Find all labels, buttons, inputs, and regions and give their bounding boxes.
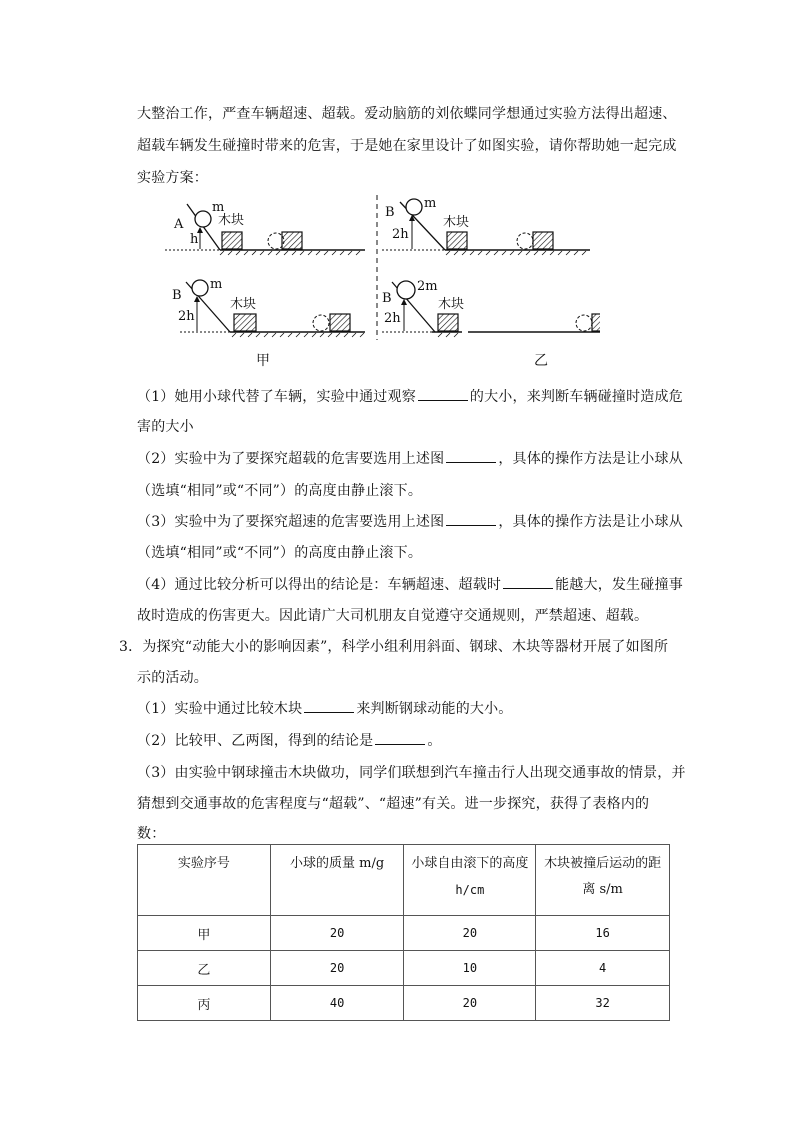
intro-line-3: 实验方案： [137, 170, 208, 186]
experiment-figure [160, 190, 600, 375]
data-table [137, 844, 670, 1021]
table-row: 丙 40 20 32 [138, 986, 670, 1021]
ball-icon [406, 199, 422, 215]
q2-part3-cont: （选填“相同”或“不同”）的高度由静止滚下。 [137, 545, 423, 561]
wood-block [222, 232, 242, 249]
label-point: B [385, 205, 395, 220]
answer-blank[interactable] [446, 511, 496, 526]
panel-top-right [382, 196, 590, 255]
q3-part1: （1）实验中通过比较木块 来判断钢球动能的大小。 [137, 698, 513, 718]
wood-block-moved [533, 232, 553, 249]
answer-blank[interactable] [503, 574, 553, 589]
q3-stem-cont: 示的活动。 [137, 670, 208, 686]
answer-blank[interactable] [446, 448, 496, 463]
answer-blank[interactable] [304, 698, 354, 713]
q2-part4-cont: 故时造成的伤害更大。因此请广大司机朋友自觉遵守交通规则，严禁超速、超载。 [137, 608, 649, 624]
label-mass: m [210, 277, 223, 292]
intro-line-1: 大整治工作，严查车辆超速、超载。爱动脑筋的刘依蝶同学想通过实验方法得出超速、 [137, 106, 677, 122]
label-height: 2h [392, 227, 409, 242]
label-block: 木块 [438, 297, 465, 312]
panel-bottom-right [382, 279, 600, 337]
label-block: 木块 [230, 297, 257, 312]
q2-part4: （4）通过比较分析可以得出的结论是：车辆超速、超载时 能越大，发生碰撞事 [137, 574, 683, 594]
wood-block [447, 232, 467, 249]
table-row: 甲 20 20 16 [138, 916, 670, 951]
question-number: 3． [119, 639, 143, 655]
q2-part2: （2）实验中为了要探究超载的危害要选用上述图 ，具体的操作方法是让小球从 [137, 448, 683, 468]
panel-top-left [165, 200, 365, 255]
header-id: 实验序号 [138, 845, 271, 916]
label-block: 木块 [443, 215, 470, 230]
answer-blank[interactable] [375, 730, 425, 745]
label-mass: 2m [417, 279, 438, 294]
header-distance: 木块被撞后运动的距 离 s/m [536, 845, 670, 916]
panel-bottom-left [172, 277, 365, 337]
q3-part2: （2）比较甲、乙两图，得到的结论是 。 [137, 730, 442, 750]
wood-block-moved [282, 232, 302, 249]
q3-part3: （3）由实验中钢球撞击木块做功，同学们联想到汽车撞击行人出现交通事故的情景，并 [137, 765, 686, 781]
q2-part3: （3）实验中为了要探究超速的危害要选用上述图 ，具体的操作方法是让小球从 [137, 511, 683, 531]
wood-block-moved [592, 314, 600, 331]
wood-block [438, 314, 458, 331]
label-point: B [382, 291, 392, 306]
q3-part3-cont: 猜想到交通事故的危害程度与“超载”、“超速”有关。进一步探究，获得了表格内的 [137, 796, 650, 812]
label-height: 2h [178, 309, 195, 324]
intro-line-2: 超载车辆发生碰撞时带来的危害，于是她在家里设计了如图实验，请你帮助她一起完成 [137, 138, 677, 154]
label-point: A [174, 217, 184, 232]
label-point: B [172, 288, 182, 303]
ball-icon [397, 281, 415, 299]
figure-caption-right: 乙 [534, 353, 548, 369]
q3-part3-cont2: 数： [137, 826, 166, 842]
wood-block [234, 314, 256, 331]
figure-caption-left: 甲 [256, 353, 270, 369]
label-height: h [190, 232, 199, 247]
answer-blank[interactable] [418, 386, 468, 401]
q2-part1: （1）她用小球代替了车辆，实验中通过观察 的大小，来判断车辆碰撞时造成危 [137, 386, 683, 406]
wood-block-moved [330, 314, 350, 331]
label-height: 2h [384, 311, 401, 326]
q2-part2-cont: （选填“相同”或“不同”）的高度由静止滚下。 [137, 483, 423, 499]
header-mass: 小球的质量 m/g [270, 845, 404, 916]
q3-stem: 3．为探究“动能大小的影响因素”，科学小组利用斜面、钢球、木块等器材开展了如图所 [119, 639, 669, 655]
ball-icon [192, 280, 208, 296]
ball-icon [195, 211, 211, 227]
label-mass: m [424, 196, 437, 211]
table-header-row [138, 845, 670, 916]
label-block: 木块 [218, 213, 245, 228]
label-mass: m [212, 200, 225, 215]
table-row: 乙 20 10 4 [138, 951, 670, 986]
header-height: 小球自由滚下的高度 h/cm [404, 845, 536, 916]
q2-part1-cont: 害的大小 [137, 419, 194, 435]
